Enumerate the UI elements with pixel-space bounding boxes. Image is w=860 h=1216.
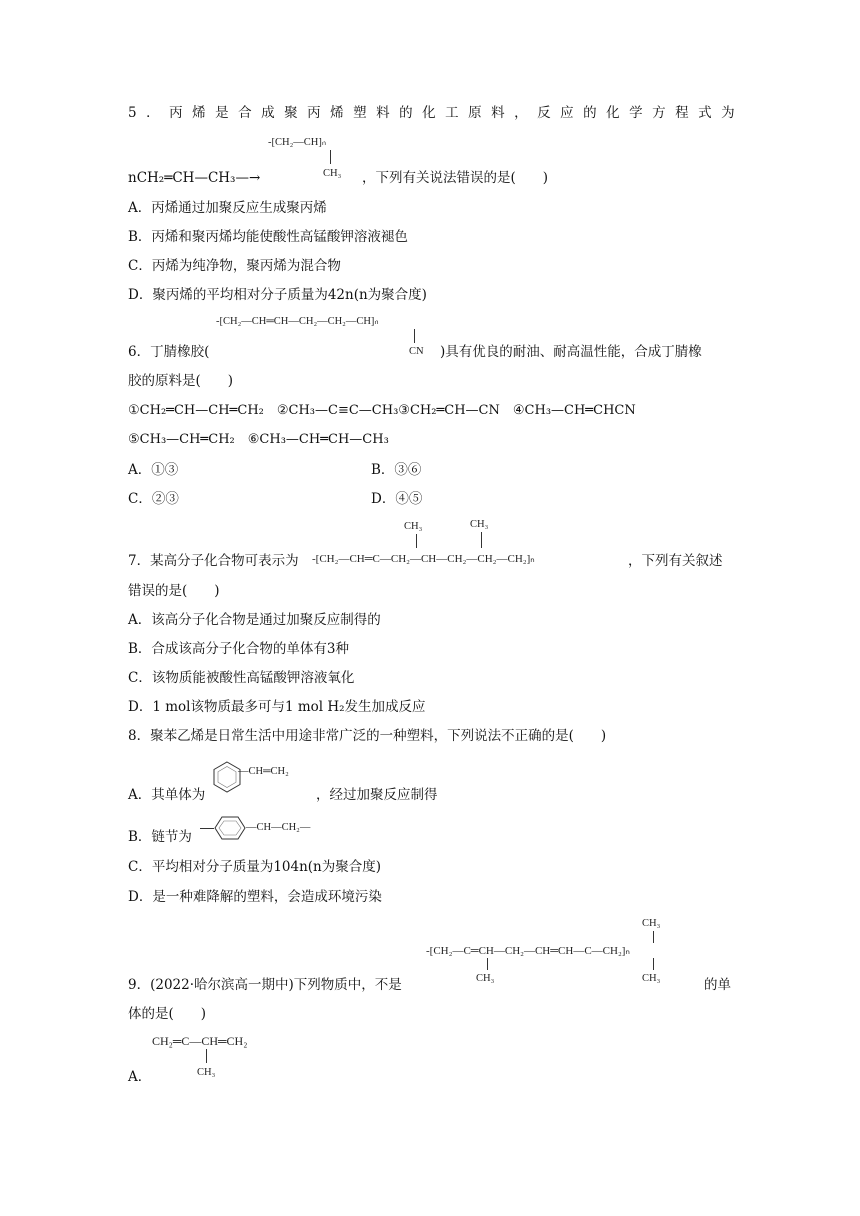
q8-option-a-chem: —CH═CH₂ — [238, 766, 289, 777]
q9-polymer-formula: -[CH₂—C═CH—CH₂—CH═CH—C—CH₂]ₙ — [426, 945, 630, 957]
q7-substituent-1: CH₃ — [404, 521, 423, 532]
q8-option-a-suffix[interactable]: ，经过加聚反应制得 — [316, 787, 438, 803]
q6-stem-line1b: )具有优良的耐油、耐高温性能，合成丁腈橡 — [440, 344, 702, 360]
q9-stem-line1-tail: 的单 — [704, 977, 731, 993]
q6-stem-line2: 胶的原料是( ) — [128, 373, 234, 389]
q9-bottom-substituent-2: CH₃ — [642, 973, 661, 984]
q9-bond-line-top — [653, 931, 654, 943]
q8-option-b-chem: —CH—CH₂— — [246, 822, 311, 833]
q6-option-b[interactable]: B．③⑥ — [371, 462, 422, 478]
q7-substituent-2: CH₃ — [470, 519, 489, 530]
q9-stem-line2: 体的是( ) — [128, 1006, 207, 1022]
q5-bond-line — [330, 150, 331, 164]
q7-polymer-formula: -[CH₂—CH═C—CH₂—CH—CH₂—CH₂—CH₂]ₙ — [312, 553, 535, 565]
q6-monomers-line1: ①CH₂═CH—CH═CH₂ ②CH₃—C≡C—CH₃③CH₂═CH—CN ④CH₃—CH═CHCN — [128, 403, 636, 418]
q9-bottom-substituent-1: CH₃ — [476, 973, 495, 984]
q7-stem-tail: ，下列有关叙述 — [628, 553, 723, 569]
q8-option-d[interactable]: D．是一种难降解的塑料，会造成环境污染 — [128, 889, 382, 905]
q6-option-a[interactable]: A．①③ — [128, 462, 179, 478]
q5-option-a[interactable]: A．丙烯通过加聚反应生成聚丙烯 — [128, 200, 327, 216]
q8-option-b-prefix[interactable]: B．链节为 — [128, 829, 192, 845]
q7-option-b[interactable]: B．合成该高分子化合物的单体有3种 — [128, 641, 350, 657]
q9-option-a-bond — [206, 1049, 207, 1063]
q9-bond-line-bottom-2 — [653, 958, 654, 970]
q7-stem-line1: 7．某高分子化合物可表示为 — [128, 553, 299, 569]
q5-stem-line1: 5．丙烯是合成聚丙烯塑料的化工原料，反应的化学方程式为 — [128, 105, 745, 121]
q7-bond-line-2 — [481, 532, 482, 548]
q7-option-c[interactable]: C．该物质能被酸性高锰酸钾溶液氧化 — [128, 670, 355, 686]
q9-stem-line1: 9．(2022·哈尔滨高一期中)下列物质中，不是 — [128, 977, 402, 993]
q8-option-a-prefix[interactable]: A．其单体为 — [128, 787, 206, 803]
q5-polymer-formula: -[CH₂—CH]ₙ — [268, 137, 327, 148]
q5-reactant: nCH₂═CH—CH₃—→ — [128, 170, 261, 186]
q8-benzene-ring-b — [214, 815, 246, 841]
q5-option-b[interactable]: B．丙烯和聚丙烯均能使酸性高锰酸钾溶液褪色 — [128, 229, 408, 245]
q7-option-d[interactable]: D．1 mol该物质最多可与1 mol H₂发生加成反应 — [128, 699, 426, 715]
q9-option-a-label[interactable]: A． — [128, 1069, 152, 1085]
q9-option-a-chem: CH₂═C—CH═CH₂ — [152, 1034, 248, 1048]
q6-polymer-substituent: CN — [409, 346, 424, 357]
q9-bond-line-bottom-1 — [487, 958, 488, 970]
q8-stem: 8．聚苯乙烯是日常生活中用途非常广泛的一种塑料，下列说法不正确的是( ) — [128, 728, 607, 744]
q8-option-c[interactable]: C．平均相对分子质量为104n(n为聚合度) — [128, 859, 382, 875]
q7-bond-line-1 — [416, 534, 417, 548]
q7-stem-line2: 错误的是( ) — [128, 583, 220, 599]
q6-option-c[interactable]: C．②③ — [128, 491, 179, 507]
q5-option-d[interactable]: D．聚丙烯的平均相对分子质量为42n(n为聚合度) — [128, 287, 427, 303]
q9-option-a-substituent: CH₃ — [197, 1067, 216, 1078]
q6-monomers-line2: ⑤CH₃—CH═CH₂ ⑥CH₃—CH═CH—CH₃ — [128, 432, 389, 447]
q5-option-c[interactable]: C．丙烯为纯净物，聚丙烯为混合物 — [128, 258, 341, 274]
q9-top-substituent: CH₃ — [642, 918, 661, 929]
q8-left-bond — [200, 828, 214, 829]
q5-polymer-substituent: CH₃ — [323, 168, 342, 179]
q6-bond-line — [414, 329, 415, 343]
q6-polymer-formula: -[CH₂—CH═CH—CH₂—CH₂—CH]ₙ — [216, 316, 379, 327]
q5-stem-tail: ，下列有关说法错误的是( ) — [362, 170, 549, 186]
q7-option-a[interactable]: A．该高分子化合物是通过加聚反应制得的 — [128, 612, 381, 628]
q6-option-d[interactable]: D．④⑤ — [371, 491, 423, 507]
q6-stem-line1a: 6．丁腈橡胶( — [128, 344, 210, 360]
